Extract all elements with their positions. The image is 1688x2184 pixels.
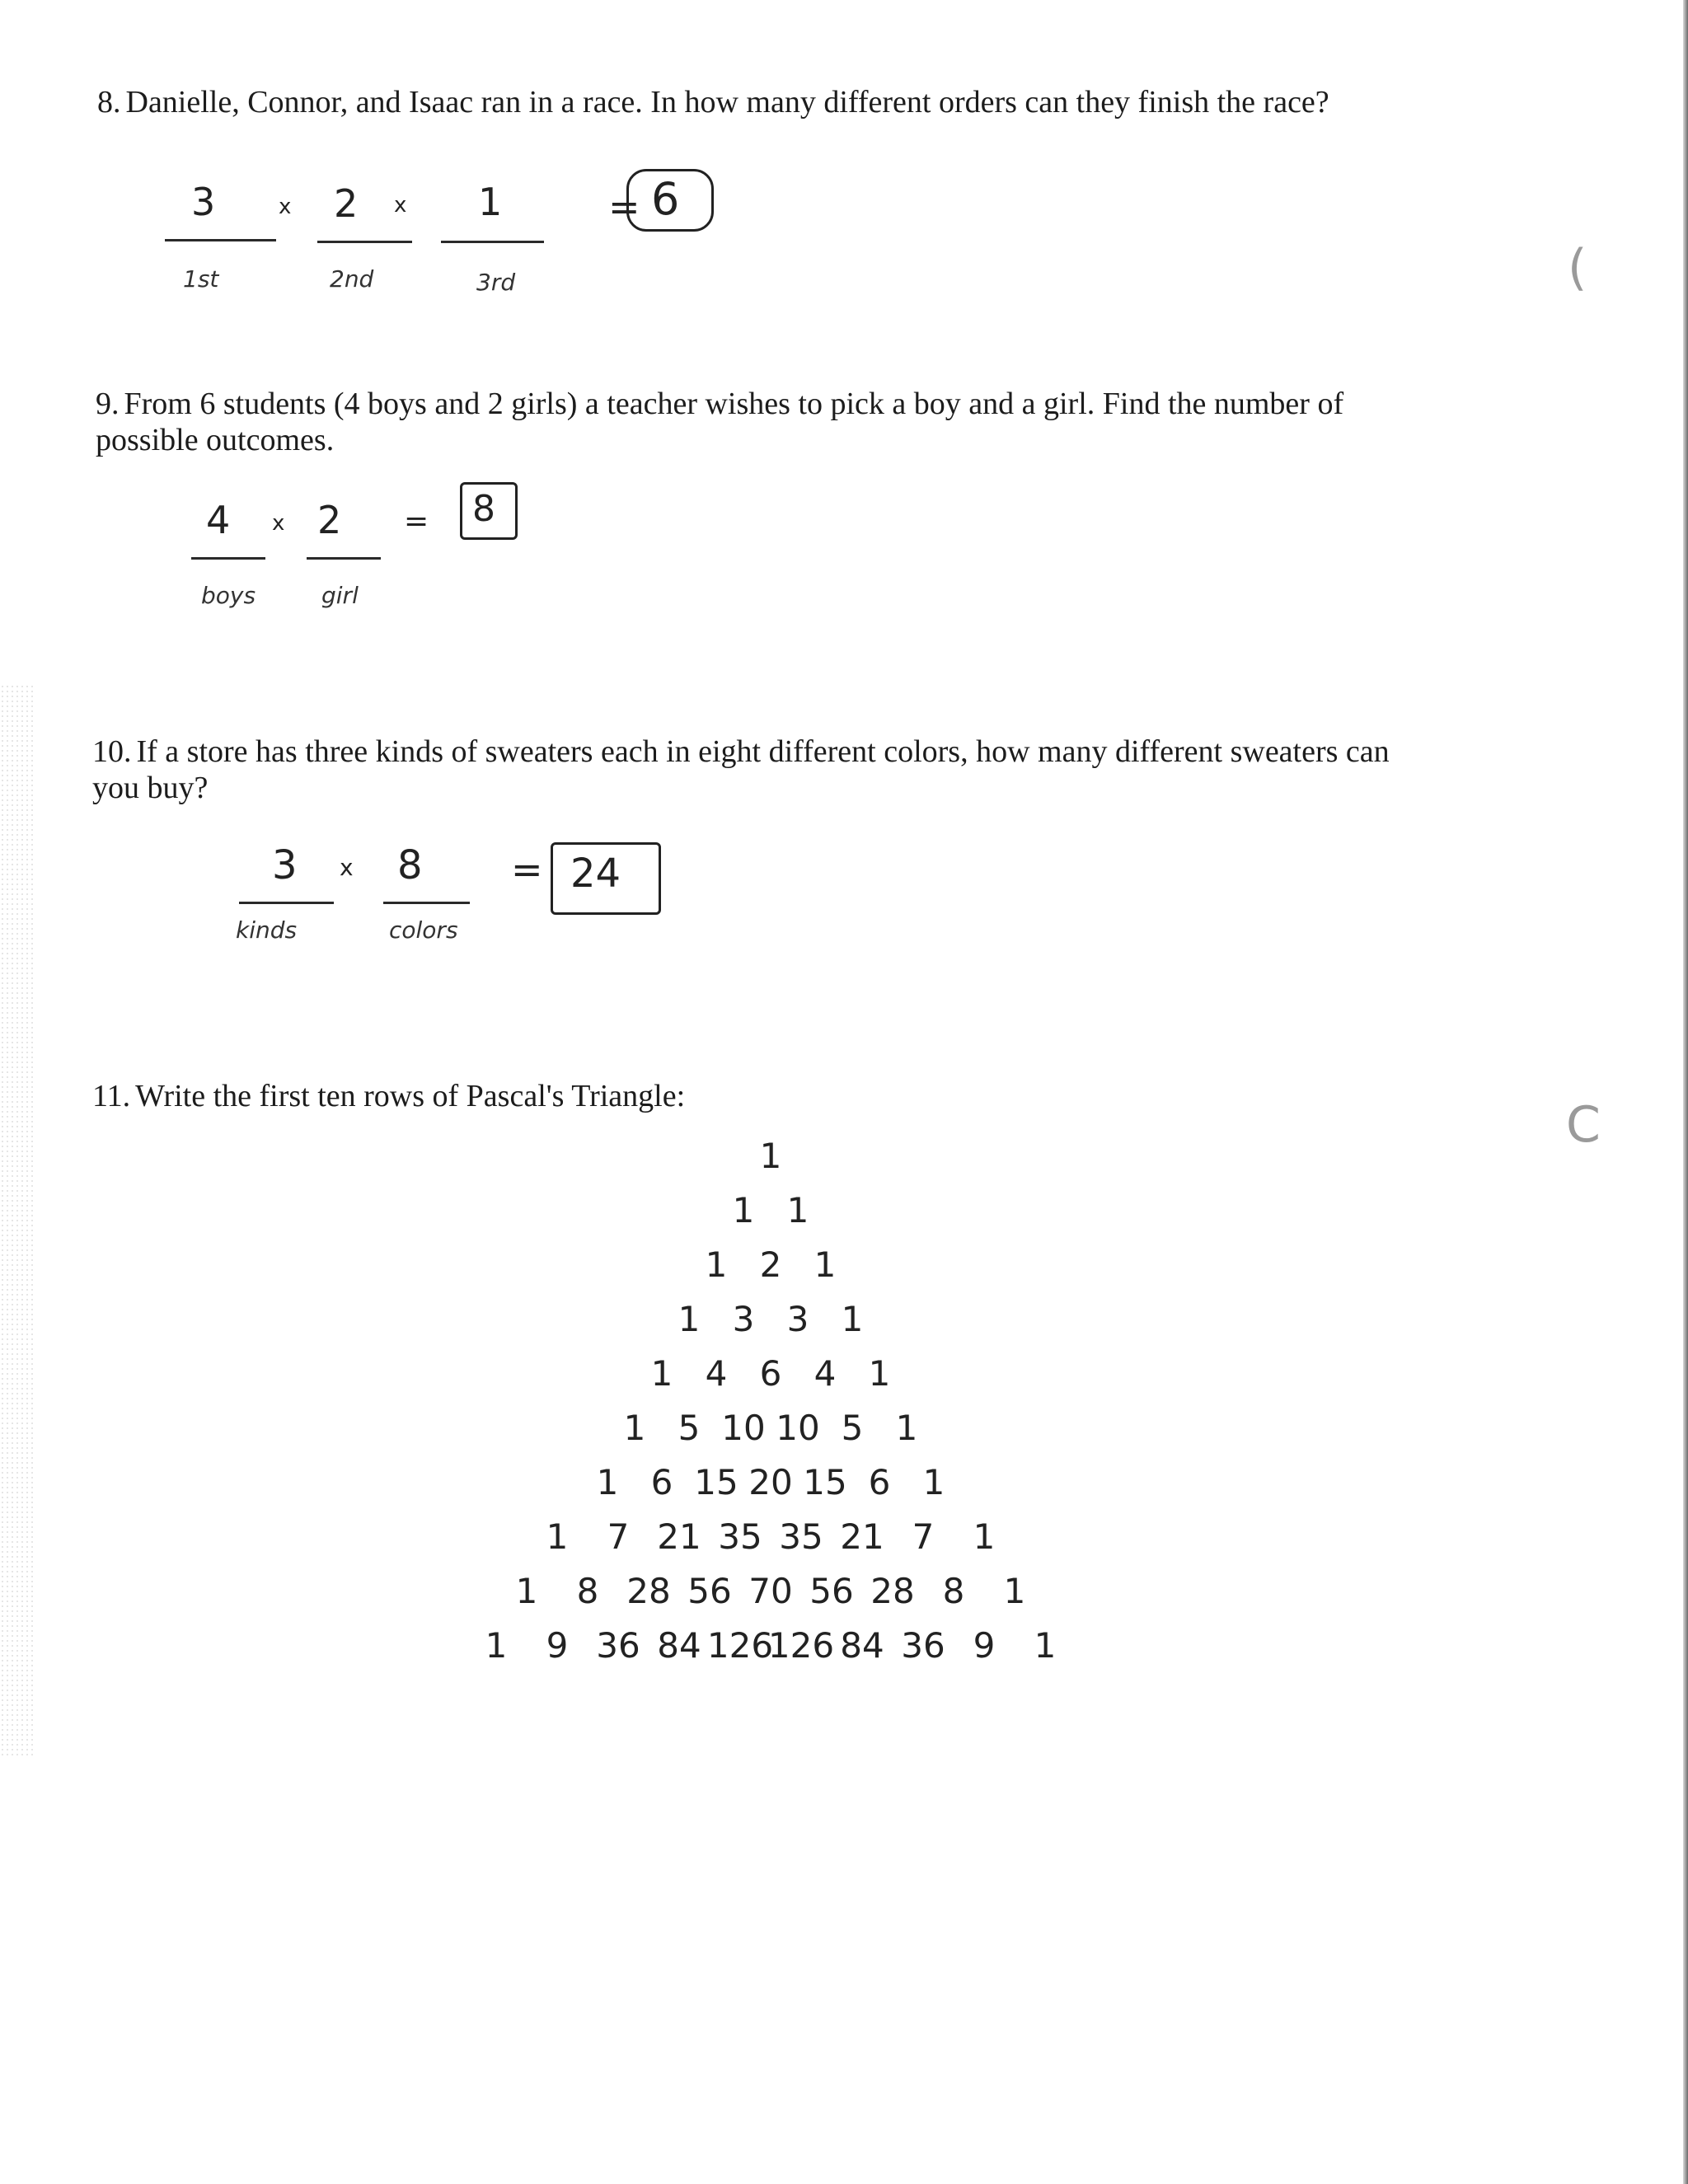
q8-operator-1: x bbox=[279, 194, 292, 219]
pascal-entry: 10 bbox=[776, 1408, 820, 1448]
pascal-entry: 1 bbox=[814, 1244, 837, 1285]
pascal-entry: 9 bbox=[973, 1625, 996, 1666]
pascal-entry: 36 bbox=[596, 1625, 640, 1666]
pascal-entry: 21 bbox=[657, 1516, 701, 1557]
pascal-entry: 1 bbox=[973, 1516, 996, 1557]
q8-blank-3 bbox=[441, 241, 544, 243]
pascal-entry: 35 bbox=[718, 1516, 762, 1557]
pascal-row-5 bbox=[0, 1353, 1688, 1411]
question-text-line-2: you buy? bbox=[92, 771, 209, 805]
pascal-entry: 10 bbox=[721, 1408, 766, 1448]
pascal-entry: 5 bbox=[841, 1408, 864, 1448]
q8-factor-3: 1 bbox=[478, 180, 503, 224]
q10-blank-2 bbox=[383, 902, 470, 904]
pascal-entry: 6 bbox=[759, 1353, 782, 1394]
pascal-entry: 21 bbox=[840, 1516, 884, 1557]
q8-factor-2: 2 bbox=[334, 181, 359, 226]
pascal-entry: 1 bbox=[841, 1299, 864, 1339]
pascal-entry: 4 bbox=[705, 1353, 728, 1394]
pascal-entry: 9 bbox=[546, 1625, 569, 1666]
q9-answer: 8 bbox=[472, 488, 495, 530]
pascal-row-10 bbox=[0, 1625, 1688, 1683]
pascal-entry: 28 bbox=[626, 1571, 671, 1611]
pascal-entry: 1 bbox=[732, 1190, 755, 1230]
pascal-entry: 15 bbox=[803, 1462, 847, 1502]
q9-label-1: boys bbox=[201, 582, 256, 609]
q10-answer: 24 bbox=[570, 851, 621, 897]
pascal-row-7 bbox=[0, 1462, 1688, 1520]
question-number: 11. bbox=[92, 1079, 131, 1113]
pascal-entry: 1 bbox=[1003, 1571, 1026, 1611]
pascal-row-8 bbox=[0, 1516, 1688, 1574]
pascal-entry: 1 bbox=[623, 1408, 646, 1448]
q9-operator-1: x bbox=[272, 511, 285, 536]
pascal-entry: 8 bbox=[942, 1571, 965, 1611]
question-10 bbox=[92, 733, 1390, 806]
q8-label-3: 3rd bbox=[476, 269, 516, 296]
question-number: 9. bbox=[96, 387, 120, 421]
pascal-entry: 2 bbox=[759, 1244, 782, 1285]
pascal-entry: 56 bbox=[687, 1571, 732, 1611]
pascal-entry: 1 bbox=[546, 1516, 569, 1557]
q8-answer: 6 bbox=[651, 173, 680, 225]
pascal-entry: 1 bbox=[759, 1136, 782, 1176]
pascal-entry: 1 bbox=[1034, 1625, 1057, 1666]
pascal-entry: 56 bbox=[809, 1571, 854, 1611]
q9-label-2: girl bbox=[321, 582, 359, 609]
pascal-entry: 20 bbox=[748, 1462, 793, 1502]
pascal-entry: 7 bbox=[607, 1516, 630, 1557]
question-8 bbox=[97, 84, 1329, 120]
pascal-entry: 3 bbox=[732, 1299, 755, 1339]
pascal-entry: 84 bbox=[840, 1625, 884, 1666]
scan-edge bbox=[1683, 0, 1688, 2184]
question-9 bbox=[96, 386, 1343, 458]
question-number: 10. bbox=[92, 734, 132, 769]
pascal-entry: 15 bbox=[694, 1462, 738, 1502]
pascal-entry: 36 bbox=[901, 1625, 945, 1666]
q8-blank-1 bbox=[165, 239, 276, 241]
question-text-line-1: From 6 students (4 boys and 2 girls) a teacher wishes to pick a boy and a girl. Find the number of bbox=[124, 387, 1344, 421]
q9-equals: = bbox=[404, 504, 429, 538]
pascal-entry: 1 bbox=[922, 1462, 945, 1502]
q9-factor-2: 2 bbox=[317, 498, 342, 542]
pascal-row-6 bbox=[0, 1408, 1688, 1465]
pascal-entry: 126 bbox=[767, 1625, 835, 1666]
pascal-entry: 6 bbox=[650, 1462, 673, 1502]
pascal-entry: 7 bbox=[912, 1516, 935, 1557]
pascal-entry: 70 bbox=[748, 1571, 793, 1611]
question-text: Write the first ten rows of Pascal's Triangle: bbox=[135, 1079, 686, 1113]
pascal-entry: 5 bbox=[678, 1408, 701, 1448]
question-text-line-2: possible outcomes. bbox=[96, 423, 335, 457]
question-text-line-1: If a store has three kinds of sweaters each in eight different colors, how many different sweaters can bbox=[136, 734, 1390, 769]
question-11 bbox=[92, 1078, 685, 1114]
pascal-entry: 28 bbox=[870, 1571, 915, 1611]
pascal-entry: 1 bbox=[596, 1462, 619, 1502]
q8-label-2: 2nd bbox=[330, 265, 374, 293]
q8-equals: = bbox=[608, 185, 640, 229]
pascal-entry: 3 bbox=[786, 1299, 809, 1339]
pascal-entry: 1 bbox=[705, 1244, 728, 1285]
q10-factor-2: 8 bbox=[397, 842, 423, 888]
pascal-entry: 1 bbox=[868, 1353, 891, 1394]
q8-operator-2: x bbox=[394, 193, 407, 218]
q8-factor-1: 3 bbox=[191, 180, 216, 224]
pascal-row-9 bbox=[0, 1571, 1688, 1629]
pascal-row-2 bbox=[0, 1190, 1688, 1248]
pascal-entry: 84 bbox=[657, 1625, 701, 1666]
q10-label-1: kinds bbox=[236, 916, 298, 944]
margin-mark: C bbox=[1566, 1096, 1601, 1154]
q9-factor-1: 4 bbox=[206, 498, 231, 542]
pascal-entry: 8 bbox=[576, 1571, 599, 1611]
pascal-entry: 1 bbox=[650, 1353, 673, 1394]
pascal-entry: 1 bbox=[515, 1571, 538, 1611]
pascal-entry: 126 bbox=[706, 1625, 774, 1666]
pascal-row-1 bbox=[0, 1136, 1688, 1193]
pascal-row-4 bbox=[0, 1299, 1688, 1357]
q10-factor-1: 3 bbox=[272, 842, 298, 888]
q10-label-2: colors bbox=[389, 916, 458, 944]
q9-blank-1 bbox=[191, 557, 265, 560]
pascal-entry: 6 bbox=[868, 1462, 891, 1502]
pascal-entry: 1 bbox=[895, 1408, 918, 1448]
q8-blank-2 bbox=[317, 241, 412, 243]
pascal-entry: 1 bbox=[786, 1190, 809, 1230]
pascal-row-3 bbox=[0, 1244, 1688, 1302]
q10-operator-1: x bbox=[340, 854, 354, 881]
q10-blank-1 bbox=[239, 902, 334, 904]
q10-equals: = bbox=[511, 847, 543, 892]
q8-label-1: 1st bbox=[183, 265, 219, 293]
pascal-entry: 1 bbox=[678, 1299, 701, 1339]
question-number: 8. bbox=[97, 85, 121, 120]
pascal-entry: 4 bbox=[814, 1353, 837, 1394]
q9-blank-2 bbox=[307, 557, 381, 560]
question-text: Danielle, Connor, and Isaac ran in a race. In how many different orders can they finish the race? bbox=[125, 85, 1329, 120]
pascal-entry: 1 bbox=[485, 1625, 508, 1666]
pascal-entry: 35 bbox=[779, 1516, 823, 1557]
margin-mark: ( bbox=[1568, 239, 1587, 297]
